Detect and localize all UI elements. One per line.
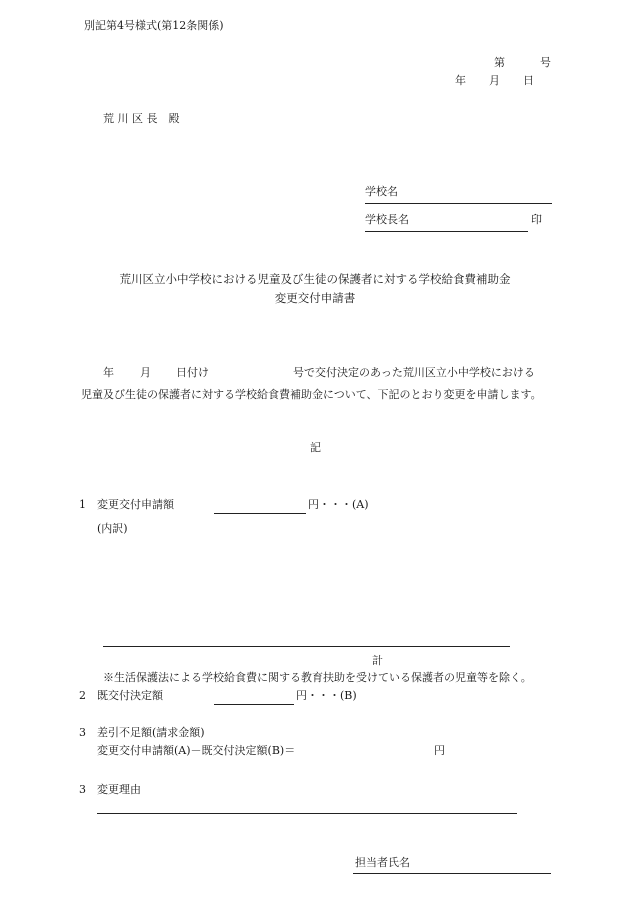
body-go-text: 号で交付決定のあった荒川区立小中学校における	[293, 366, 535, 379]
item4-label: 変更理由	[97, 783, 141, 796]
item3-yen: 円	[434, 744, 445, 757]
principal-label: 学校長名	[365, 213, 409, 226]
date-month: 月	[489, 74, 500, 87]
item2-number: 2	[79, 689, 86, 702]
school-name-line	[365, 203, 552, 204]
contact-line	[353, 873, 551, 874]
school-name-label: 学校名	[365, 185, 398, 198]
doc-number-dai: 第	[494, 56, 505, 69]
body-year: 年	[103, 366, 114, 379]
body-month: 月	[140, 366, 151, 379]
form-id: 別記第4号様式(第12条関係)	[84, 19, 224, 32]
doc-number-go: 号	[540, 56, 551, 69]
item1-amount-line	[214, 513, 306, 514]
item1-suffix: 円・・・(A)	[308, 498, 369, 511]
item2-label: 既交付決定額	[97, 689, 163, 702]
ki-heading: 記	[310, 441, 321, 454]
body-date-suffix: 日付け	[176, 366, 209, 379]
item2-suffix: 円・・・(B)	[296, 689, 357, 702]
exclusion-note: ※生活保護法による学校給食費に関する教育扶助を受けている保護者の児童等を除く。	[103, 671, 532, 684]
item3-label: 差引不足額(請求金額)	[97, 726, 205, 739]
document-title: 荒川区立小中学校における児童及び生徒の保護者に対する学校給食費補助金	[119, 272, 511, 286]
item1-label: 変更交付申請額	[97, 498, 174, 511]
item2-amount-line	[214, 704, 294, 705]
reason-line	[97, 813, 517, 814]
seal: 印	[531, 213, 542, 226]
item3-formula: 変更交付申請額(A)－既交付決定額(B)＝	[97, 744, 296, 757]
breakdown-total-line	[103, 646, 510, 647]
body-continuation: 児童及び生徒の保護者に対する学校給食費補助金について、下記のとおり変更を申請します。	[81, 388, 542, 401]
total-label: 計	[372, 654, 383, 667]
principal-line	[365, 231, 528, 232]
breakdown-label: (内訳)	[97, 522, 128, 535]
date-year: 年	[455, 74, 466, 87]
addressee: 荒 川 区 長 殿	[103, 112, 180, 125]
contact-label: 担当者氏名	[355, 856, 410, 869]
item4-number: 3	[79, 783, 86, 796]
document-subtitle: 変更交付申請書	[274, 291, 356, 305]
item3-number: 3	[79, 726, 86, 739]
date-day: 日	[523, 74, 534, 87]
item1-number: 1	[79, 498, 86, 511]
